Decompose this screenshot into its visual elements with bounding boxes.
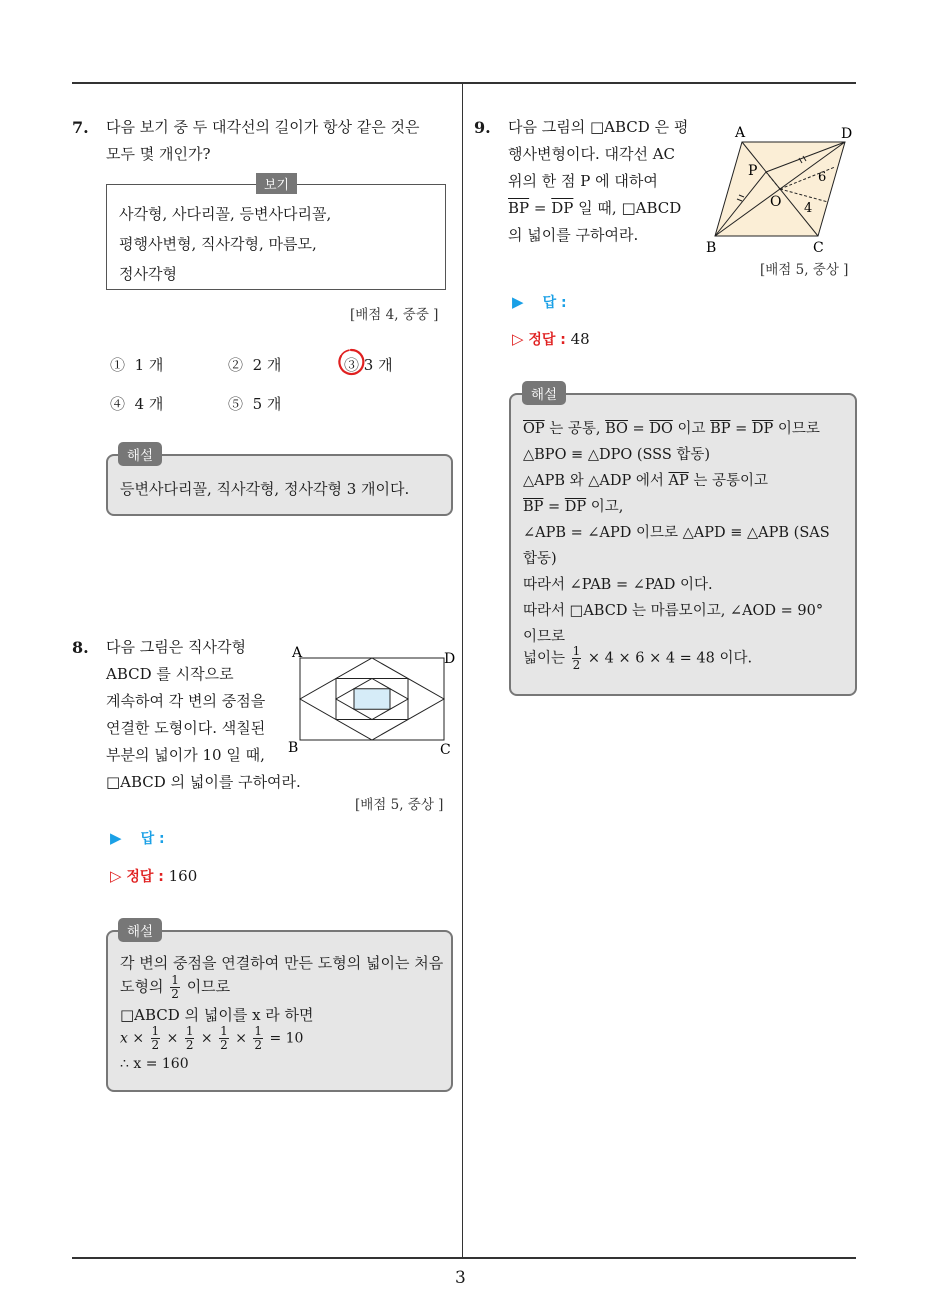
question-8-text [106,634,301,796]
choice-4[interactable] [110,393,163,414]
answer-label: 답 : [140,831,165,847]
choice-mark: ③ [344,356,360,374]
question-text-line: 계속하여 각 변의 중점을 [106,692,266,710]
question-text-line: □ABCD 의 넓이를 구하여라. [106,773,301,791]
question-7-number: 7. [72,118,89,137]
solution-line: 넓이는 $\frac{1}{2}$ × 4 × 6 × 4 = 48 이다. [523,644,753,672]
vertex-label-b: B [288,740,299,756]
solution-line [120,974,230,1001]
example-line: 사각형, 사다리꼴, 등변사다리꼴, [119,205,332,223]
play-triangle-icon: ▶ [110,829,122,847]
top-rule [72,82,856,84]
solution-line: △APB 와 △ADP 에서 $\overline{AP}$ 는 공통이고 [523,473,768,489]
vertex-label-a: A [292,645,303,661]
vertex-label-a: A [735,125,746,141]
outline-triangle-icon: ▷ [110,867,122,885]
example-box [106,184,446,290]
answer-row[interactable] [512,292,567,312]
choice-2[interactable] [228,354,281,375]
choice-text: 4 개 [134,395,164,413]
solution-label: 해설 [118,918,162,942]
example-label: 보기 [256,173,297,194]
vertex-label-c: C [813,240,824,256]
question-text-line: ABCD 를 시작으로 [106,665,234,683]
question-8-score: [배점 5, 중상 ] [355,797,444,813]
correct-value: 48 [570,330,590,348]
solution-line: $\overline{BP} = \overline{DP}$ 이고, [523,499,624,515]
example-line: 정사각형 [119,265,177,283]
column-divider [462,83,463,1257]
choice-5[interactable] [228,393,281,414]
solution-conclusion: ∴ x = 160 [120,1056,189,1072]
selected-choice-circle-icon [336,347,366,377]
solution-line: 이므로 [523,629,566,645]
vertex-label-b: B [706,240,717,256]
choice-mark: ② [228,356,244,374]
example-line: 평행사변형, 직사각형, 마름모, [119,235,317,253]
question-text-line: 모두 몇 개인가? [106,145,211,163]
solution-text: 등변사다리꼴, 직사각형, 정사각형 3 개이다. [120,480,410,498]
nested-rectangles-figure [286,644,462,760]
correct-answer-row [512,329,590,349]
bottom-rule [72,1257,856,1259]
solution-line: 합동) [523,551,557,567]
question-8-number: 8. [72,638,89,657]
vertex-label-d: D [444,651,456,667]
vertex-label-d: D [841,126,853,142]
solution-line: ∠APB = ∠APD 이므로 △APD ≡ △APB (SAS [523,525,830,541]
solution-equation: x × $\frac{1}{2}$ × $\frac{1}{2}$ × $\frac{1}{2}$ × $\frac{1}{2}$ = 10 [120,1024,304,1052]
question-text-line: 다음 그림은 직사각형 [106,638,246,656]
point-label-p: P [748,163,758,179]
vertex-label-c: C [440,742,451,758]
point-label-o: O [770,194,782,210]
solution-text: 도형의 [120,977,164,996]
question-text-line: 위의 한 점 P 에 대하여 [508,172,658,190]
choice-text: 5 개 [252,395,282,413]
question-9-text [508,114,688,249]
question-9-score: [배점 5, 중상 ] [760,262,849,278]
question-7-score: [배점 4, 중중 ] [350,307,439,323]
question-text-line: 의 넓이를 구하여라. [508,226,639,244]
parallelogram-figure [700,122,860,258]
correct-answer-row [110,866,197,886]
question-text-line: 연결한 도형이다. 색칠된 [106,719,266,737]
choice-mark: ① [110,356,126,374]
solution-line: 따라서 ∠PAB = ∠PAD 이다. [523,577,713,593]
choice-text: 2 개 [252,356,282,374]
correct-value: 160 [168,867,198,885]
choice-mark: ④ [110,395,126,413]
question-9-solution-box [509,393,857,696]
play-triangle-icon: ▶ [512,293,524,311]
choice-mark: ⑤ [228,395,244,413]
shaded-rectangle [354,689,390,710]
length-label-4: 4 [804,201,813,216]
choice-1[interactable] [110,354,163,375]
answer-label: 답 : [542,295,567,311]
question-text-line: 다음 보기 중 두 대각선의 길이가 항상 같은 것은 [106,118,420,136]
correct-label: 정답 : [126,869,164,885]
correct-label: 정답 : [528,332,566,348]
solution-line: 따라서 □ABCD 는 마름모이고, ∠AOD = 90° [523,603,824,619]
solution-line: $\overline{OP}$ 는 공통, $\overline{BO} = \overline{DO}$ 이고 $\overline{BP} = \overline{DP}$ 이므로 [523,421,820,437]
choice-text: 3 개 [363,356,393,374]
length-label-6: 6 [818,170,827,185]
choice-text: 1 개 [134,356,164,374]
question-8-solution-box [106,930,453,1092]
question-9-number: 9. [474,118,491,137]
outline-triangle-icon: ▷ [512,330,524,348]
solution-line: □ABCD 의 넓이를 x 라 하면 [120,1006,314,1024]
question-text-line: 행사변형이다. 대각선 AC [508,145,676,163]
solution-text: 이므로 [186,977,231,996]
solution-line: △BPO ≡ △DPO (SSS 합동) [523,447,711,463]
solution-label: 해설 [118,442,162,466]
page-number: 3 [455,1268,466,1288]
answer-row[interactable] [110,828,165,848]
question-7-text [106,114,419,168]
question-condition-line: $\overline{BP} = \overline{DP}$ 일 때, □ABCD [508,199,682,217]
fraction-half: $\frac{1}{2}$ [171,973,179,1001]
question-text-line: 부분의 넓이가 10 일 때, [106,746,265,764]
solution-label: 해설 [522,381,566,405]
solution-line: 각 변의 중점을 연결하여 만든 도형의 넓이는 처음 [120,954,444,972]
question-text-line: 다음 그림의 □ABCD 은 평 [508,118,689,136]
fraction-half: $\frac{1}{2}$ [572,644,581,672]
